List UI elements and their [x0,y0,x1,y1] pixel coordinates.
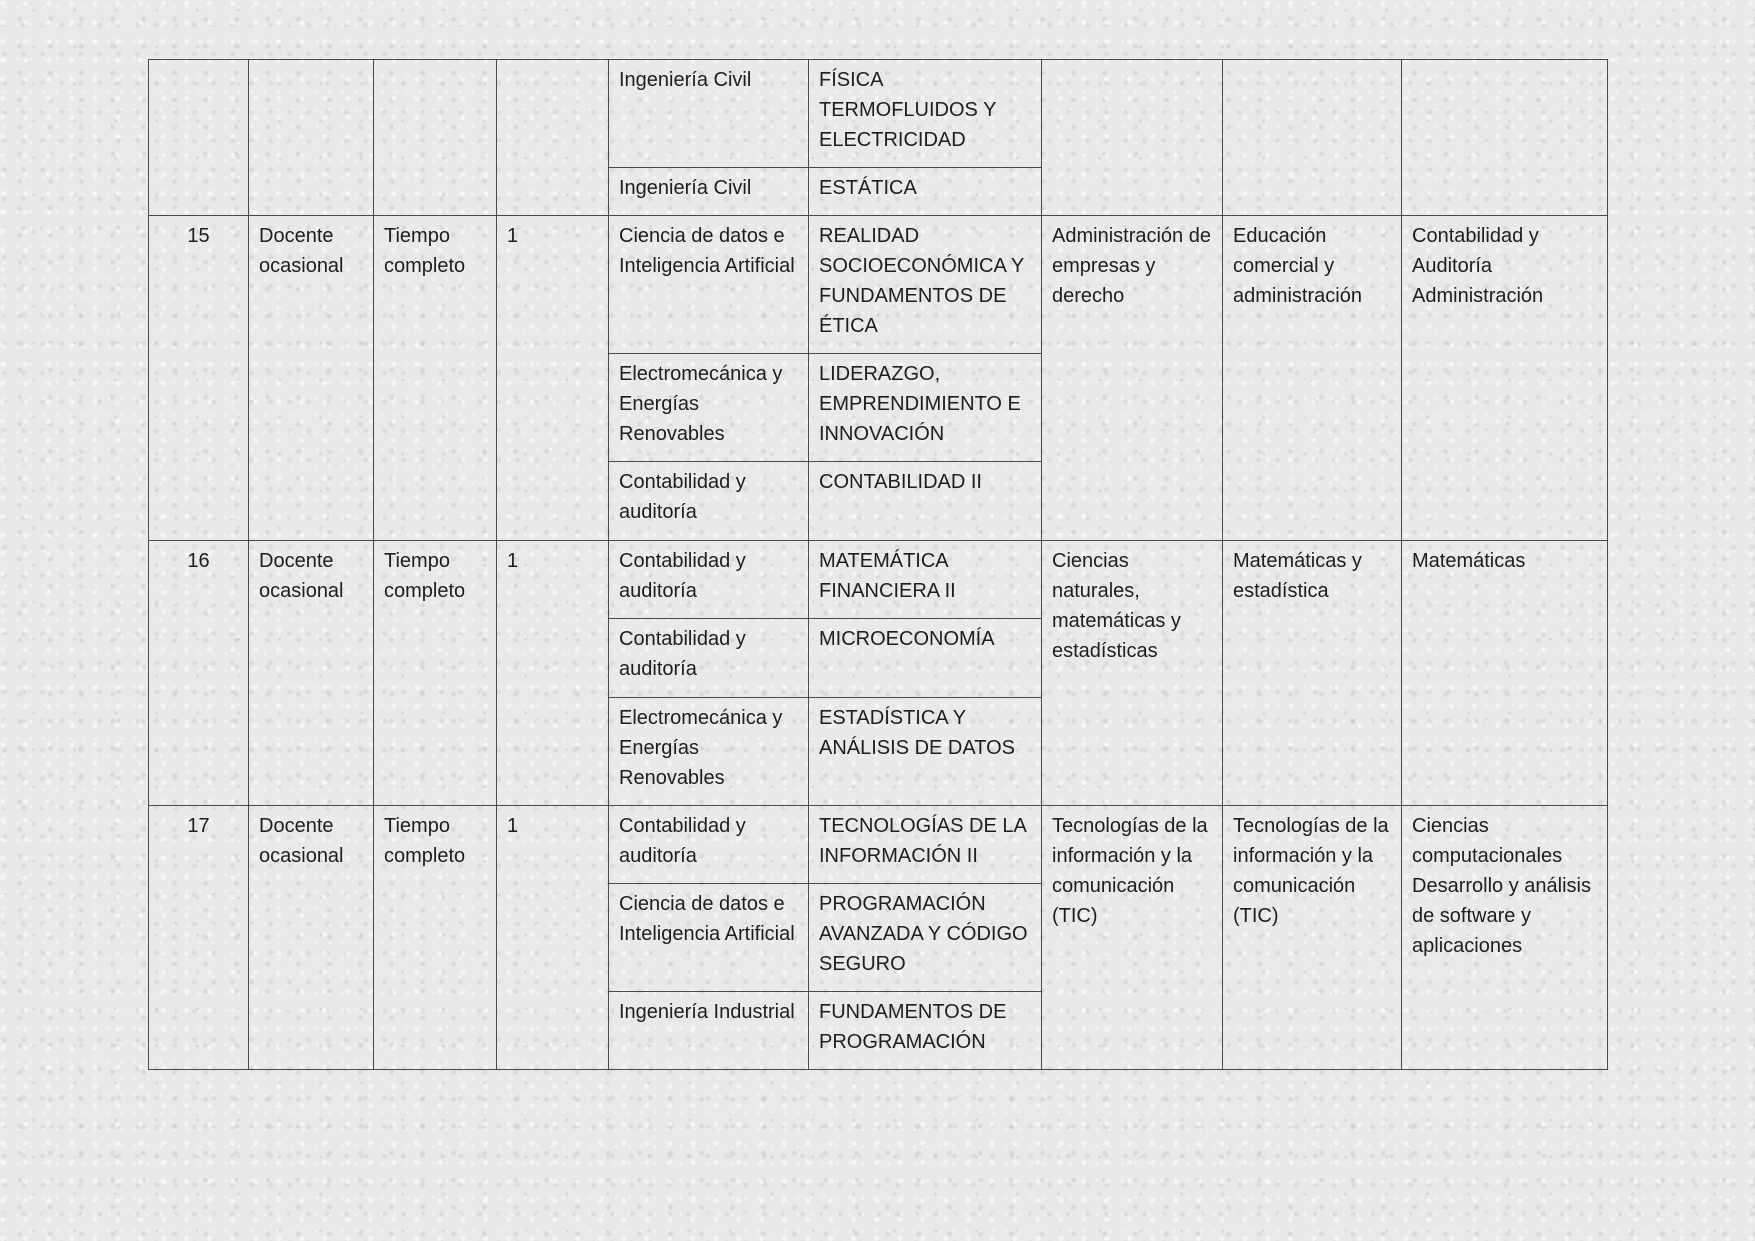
asignatura-cell: REALIDAD SOCIOECONÓMICA Y FUNDAMENTOS DE ÉTICA [809,216,1042,354]
asignatura-cell: MATEMÁTICA FINANCIERA II [809,541,1042,619]
asignatura-cell: PROGRAMACIÓN AVANZADA Y CÓDIGO SEGURO [809,884,1042,992]
campo-detallado-cell [1402,60,1608,216]
asignatura-cell: FÍSICA TERMOFLUIDOS Y ELECTRICIDAD [809,60,1042,168]
tipo-cell: Docente ocasional [249,541,374,806]
cantidad-cell: 1 [497,541,609,806]
dedicacion-cell [374,60,497,216]
table-row [149,541,1608,619]
carrera-cell: Electromecánica y Energías Renovables [609,698,809,806]
campo-detallado-item: Desarrollo y análisis de software y aplicaciones [1412,875,1591,957]
asignatura-cell: ESTADÍSTICA Y ANÁLISIS DE DATOS [809,698,1042,806]
dedicacion-cell: Tiempo completo [374,216,497,541]
positions-table [148,59,1608,1070]
campo-amplio-cell [1042,60,1223,216]
dedicacion-cell: Tiempo completo [374,806,497,1070]
cantidad-cell [497,60,609,216]
campo-detallado-cell [1402,541,1608,806]
campo-detallado-cell [1402,806,1608,1070]
asignatura-cell: FUNDAMENTOS DE PROGRAMACIÓN [809,992,1042,1070]
asignatura-cell: LIDERAZGO, EMPRENDIMIENTO E INNOVACIÓN [809,354,1042,462]
campo-amplio-cell: Ciencias naturales, matemáticas y estadísticas [1042,541,1223,806]
num-cell: 17 [149,806,249,1070]
cantidad-cell: 1 [497,806,609,1070]
campo-detallado-item: Matemáticas [1412,550,1526,572]
carrera-cell: Contabilidad y auditoría [609,462,809,541]
carrera-cell: Ciencia de datos e Inteligencia Artificial [609,884,809,992]
tipo-cell [249,60,374,216]
campo-especifico-cell: Matemáticas y estadística [1223,541,1402,806]
num-cell: 15 [149,216,249,541]
num-cell [149,60,249,216]
asignatura-cell: ESTÁTICA [809,168,1042,216]
cantidad-cell: 1 [497,216,609,541]
carrera-cell: Electromecánica y Energías Renovables [609,354,809,462]
carrera-cell: Ingeniería Civil [609,168,809,216]
campo-detallado-cell [1402,216,1608,541]
campo-especifico-cell [1223,60,1402,216]
carrera-cell: Ciencia de datos e Inteligencia Artificial [609,216,809,354]
num-cell: 16 [149,541,249,806]
carrera-cell: Contabilidad y auditoría [609,541,809,619]
asignatura-cell: MICROECONOMÍA [809,619,1042,698]
carrera-cell: Ingeniería Civil [609,60,809,168]
campo-detallado-item: Ciencias computacionales [1412,815,1563,867]
campo-amplio-cell: Tecnologías de la información y la comunicación (TIC) [1042,806,1223,1070]
carrera-cell: Ingeniería Industrial [609,992,809,1070]
tipo-cell: Docente ocasional [249,216,374,541]
carrera-cell: Contabilidad y auditoría [609,806,809,884]
asignatura-cell: TECNOLOGÍAS DE LA INFORMACIÓN II [809,806,1042,884]
carrera-cell: Contabilidad y auditoría [609,619,809,698]
dedicacion-cell: Tiempo completo [374,541,497,806]
asignatura-cell: CONTABILIDAD II [809,462,1042,541]
table-row [149,216,1608,354]
tipo-cell: Docente ocasional [249,806,374,1070]
table-row [149,806,1608,884]
campo-detallado-item: Contabilidad y Auditoría [1412,225,1539,277]
campo-especifico-cell: Tecnologías de la información y la comunicación (TIC) [1223,806,1402,1070]
table-row-continuation [149,60,1608,168]
campo-detallado-item: Administración [1412,285,1544,307]
campo-especifico-cell: Educación comercial y administración [1223,216,1402,541]
campo-amplio-cell: Administración de empresas y derecho [1042,216,1223,541]
